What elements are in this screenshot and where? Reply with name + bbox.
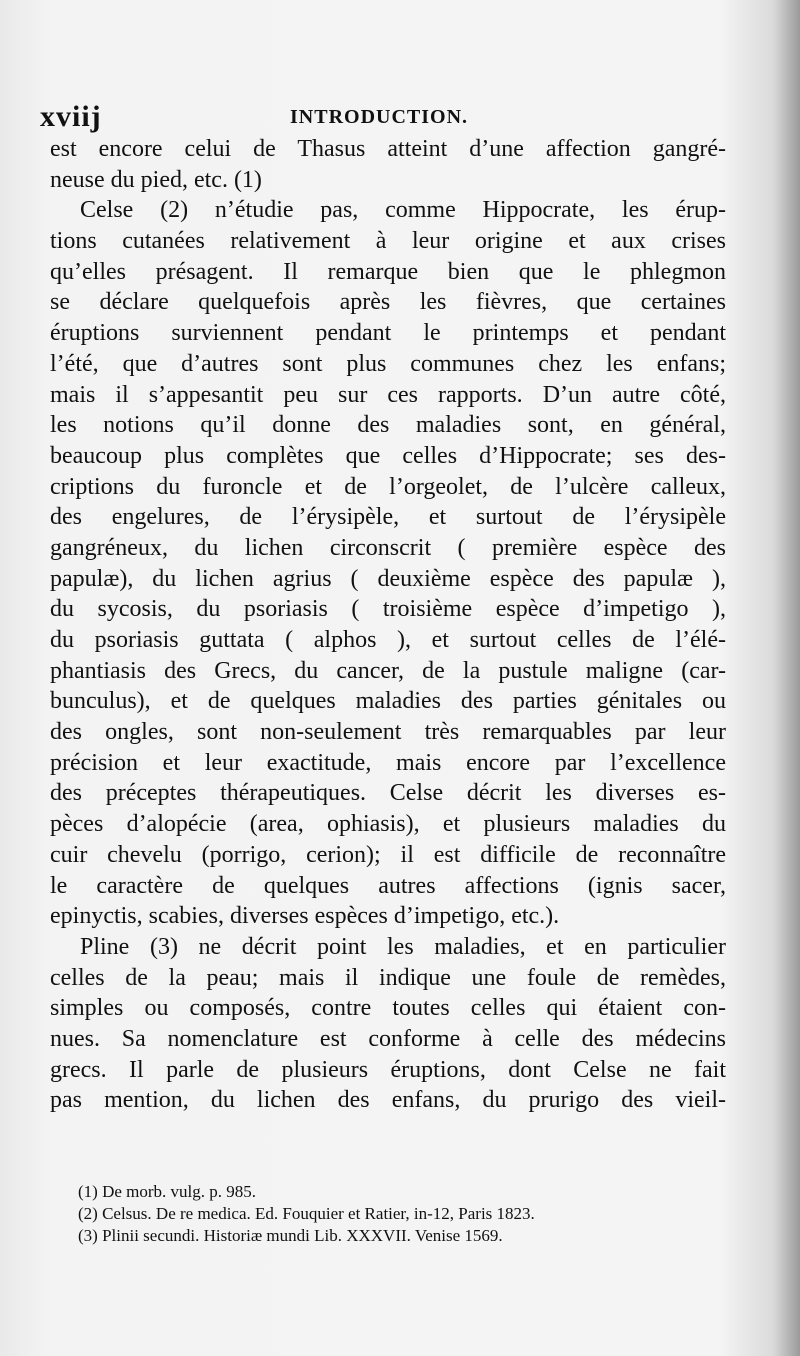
text-line: cuir chevelu (porrigo, cerion); il est difficile de reconnaître	[50, 841, 726, 868]
footnote: (3) Plinii secundi. Historiæ mundi Lib. XXXVII. Venise 1569.	[78, 1226, 503, 1245]
running-head: INTRODUCTION.	[290, 106, 469, 128]
text-line: neuse du pied, etc. (1)	[50, 166, 262, 193]
text-line: le caractère de quelques autres affections (ignis sacer,	[50, 872, 726, 899]
text-line: l’été, que d’autres sont plus communes chez les enfans;	[50, 350, 726, 377]
text-line: pèces d’alopécie (area, ophiasis), et plusieurs maladies du	[50, 811, 726, 838]
text-line: les notions qu’il donne des maladies sont, en général,	[50, 412, 726, 439]
text-line: Pline (3) ne décrit point les maladies, et en particulier	[80, 933, 726, 960]
text-line: des préceptes thérapeutiques. Celse décrit les diverses es-	[50, 780, 726, 807]
text-line: papulæ), du lichen agrius ( deuxième espèce des papulæ ),	[50, 565, 726, 592]
footnote: (2) Celsus. De re medica. Ed. Fouquier et Ratier, in-12, Paris 1823.	[78, 1204, 535, 1223]
page-number: xviij	[40, 100, 102, 133]
text-line: nues. Sa nomenclature est conforme à celle des médecins	[50, 1025, 726, 1052]
text-line: bunculus), et de quelques maladies des parties génitales ou	[50, 688, 726, 715]
text-line: gangréneux, du lichen circonscrit ( première espèce des	[50, 534, 726, 561]
footnotes	[78, 1181, 678, 1247]
text-line: beaucoup plus complètes que celles d’Hippocrate; ses des-	[50, 442, 726, 469]
text-line: phantiasis des Grecs, du cancer, de la pustule maligne (car-	[50, 657, 726, 684]
page-header	[40, 100, 730, 134]
text-line: pas mention, du lichen des enfans, du prurigo des vieil-	[50, 1087, 726, 1114]
text-line: mais il s’appesantit peu sur ces rapports. D’un autre côté,	[50, 381, 726, 408]
text-line: se déclare quelquefois après les fièvres, que certaines	[50, 289, 726, 316]
text-line: Celse (2) n’étudie pas, comme Hippocrate, les érup-	[80, 197, 726, 224]
body-text	[50, 134, 726, 1116]
text-line: epinyctis, scabies, diverses espèces d’impetigo, etc.).	[50, 903, 560, 930]
text-line: grecs. Il parle de plusieurs éruptions, dont Celse ne fait	[50, 1056, 726, 1083]
text-line: éruptions surviennent pendant le printemps et pendant	[50, 320, 726, 347]
text-line: est encore celui de Thasus atteint d’une affection gangré-	[50, 136, 726, 162]
text-line: du sycosis, du psoriasis ( troisième espèce d’impetigo ),	[50, 596, 726, 623]
text-line: des engelures, de l’érysipèle, et surtout de l’érysipèle	[50, 504, 726, 531]
footnote: (1) De morb. vulg. p. 985.	[78, 1182, 257, 1201]
text-line: du psoriasis guttata ( alphos ), et surtout celles de l’élé-	[50, 627, 726, 653]
text-line: des ongles, sont non-seulement très remarquables par leur	[50, 719, 726, 746]
text-line: celles de la peau; mais il indique une foule de remèdes,	[50, 964, 726, 991]
text-line: tions cutanées relativement à leur origine et aux crises	[50, 228, 726, 255]
page-edge-shadow	[772, 0, 800, 1356]
text-line: précision et leur exactitude, mais encore par l’excellence	[50, 749, 726, 776]
text-line: criptions du furoncle et de l’orgeolet, de l’ulcère calleux,	[50, 473, 726, 500]
text-line: simples ou composés, contre toutes celles qui étaient con-	[50, 995, 726, 1022]
text-line: qu’elles présagent. Il remarque bien que le phlegmon	[50, 258, 726, 285]
